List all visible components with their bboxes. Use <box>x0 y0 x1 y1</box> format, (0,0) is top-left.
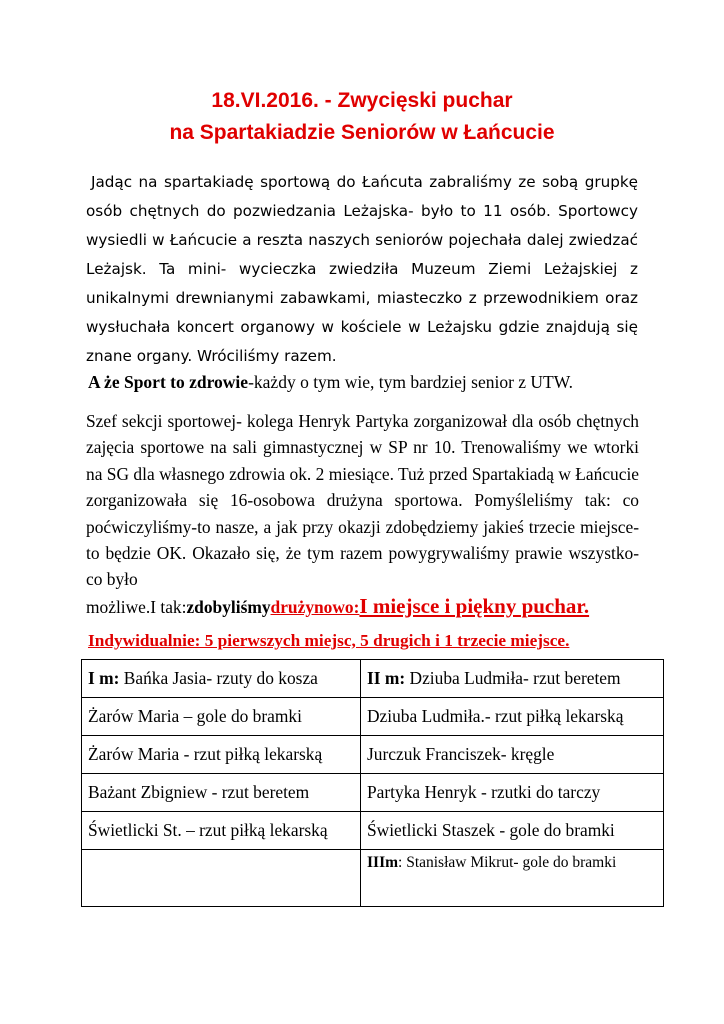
sport-health-rest: -każdy o tym wie, tym bardziej senior z UTW. <box>248 372 574 392</box>
third-place-label: IIIm <box>367 854 399 871</box>
table-cell: Świetlicki Staszek - gole do bramki <box>361 812 664 850</box>
table-cell: Żarów Maria – gole do bramki <box>82 698 361 736</box>
last-line-plain: możliwe.I tak: <box>86 596 187 617</box>
table-row <box>82 698 664 736</box>
title-line-1: 18.VI.2016. - Zwycięski puchar <box>211 89 513 112</box>
first-place-value: Bańka Jasia- rzuty do kosza <box>119 668 318 688</box>
table-cell: Partyka Henryk - rzutki do tarczy <box>361 774 664 812</box>
last-line-team: drużynowo: <box>270 596 360 617</box>
last-line-won: zdobyliśmy <box>186 596 271 617</box>
table-cell: Żarów Maria - rzut piłką lekarską <box>82 736 361 774</box>
paragraph-trip <box>86 168 638 371</box>
sport-health-bold: A że Sport to zdrowie <box>88 372 249 392</box>
third-place-value: : Stanisław Mikrut- gole do bramki <box>398 854 617 871</box>
table-row <box>82 774 664 812</box>
table-row <box>82 850 664 907</box>
individual-heading: Indywidualnie: 5 pierwszych miejsc, 5 drugich i 1 trzecie miejsce. <box>88 631 570 650</box>
first-place-label: I m: <box>88 668 120 688</box>
paragraph-training-text: Szef sekcji sportowej- kolega Henryk Partyka zorganizował dla osób chętnych zajęcia sportowe na sali gimnastycznej w SP nr 10. Trenowaliśmy we wtorki na SG dla własnego zdrowia ok. 2 miesiące. Tuż przed Spartakiadą w Łańcucie zorganizowała się 16-osobowa drużyna sportowa. Pomyśleliśmy tak: co poćwiczyliśmy-to nasze, a jak przy okazji zdobędziemy jakieś trzecie miejsce- to będzie OK. Okazało się, że tym razem powygrywaliśmy prawie wszystko- co było <box>86 411 639 590</box>
paragraph-sport-health <box>88 372 648 393</box>
table-cell: Dziuba Ludmiła.- rzut piłką lekarską <box>361 698 664 736</box>
table-row <box>82 736 664 774</box>
table-cell <box>361 850 664 907</box>
second-place-label: II m: <box>367 668 406 688</box>
table-row <box>82 812 664 850</box>
last-line-trophy: I miejsce i piękny puchar. <box>359 593 590 618</box>
paragraph-trip-text: Jadąc na spartakiadę sportową do Łańcuta zabraliśmy ze sobą grupkę osób chętnych do pozwiedzania Leżajska- było to 11 osób. Sportowcy wysiedli w Łańcucie a reszta naszych seniorów pojechała dalej zwiedzać Leżajsk. Ta mini- wycieczka zwiedziła Muzeum Ziemi Leżajskiej z unikalnymi drewnianymi zabawkami, miasteczko z przewodnikiem oraz wysłuchała koncert organowy w kościele w Leżajsku gdzie znajdują się znane organy. Wróciliśmy razem. <box>86 173 638 365</box>
paragraph-training <box>86 408 639 620</box>
second-place-value: Dziuba Ludmiła- rzut beretem <box>405 668 621 688</box>
table-cell <box>361 660 664 698</box>
table-cell: Bażant Zbigniew - rzut beretem <box>82 774 361 812</box>
table-cell: Świetlicki St. – rzut piłką lekarską <box>82 812 361 850</box>
table-row <box>82 660 664 698</box>
table-cell-empty <box>82 850 361 907</box>
title-line-2: na Spartakiadzie Seniorów w Łańcucie <box>169 121 555 144</box>
results-table <box>81 659 664 907</box>
paragraph-training-last-line <box>86 593 590 618</box>
table-cell <box>82 660 361 698</box>
table-cell: Jurczuk Franciszek- kręgle <box>361 736 664 774</box>
